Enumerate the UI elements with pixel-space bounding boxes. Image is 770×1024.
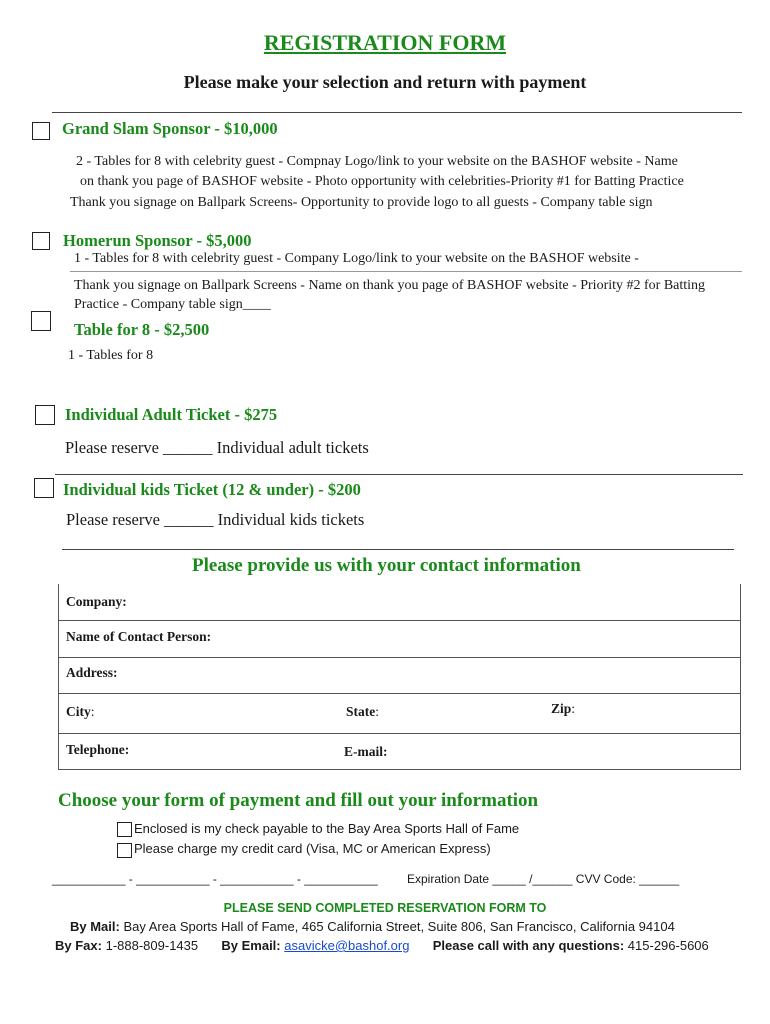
fax-label: By Fax: [55,938,102,953]
telephone-email-row[interactable] [59,734,740,770]
fax-email-line [55,938,709,953]
payment-heading: Choose your form of payment and fill out your information [58,790,539,811]
form-title: REGISTRATION FORM [263,30,507,55]
table-label: Table for 8 - $2,500 [74,320,210,339]
zip-label: Zip: [551,701,576,716]
company-label: Company: [66,594,127,609]
adult-ticket-checkbox[interactable] [35,405,55,425]
homerun-divider [70,271,742,272]
contact-person-row[interactable] [59,621,740,658]
grand-slam-desc-3: Thank you signage on Ballpark Screens- Opportunity to provide logo to all guests - Company table sign [70,195,653,210]
fax-number: 1-888-809-1435 [105,938,199,953]
questions-label: Please call with any questions: [432,938,625,953]
contact-person-label: Name of Contact Person: [66,629,212,644]
homerun-desc-2: Thank you signage on Ballpark Screens - Name on thank you page of BASHOF website - Priority #2 for Batting [74,278,706,293]
mail-line [70,919,675,934]
telephone-label: Telephone: [66,742,130,757]
company-row[interactable] [59,584,740,621]
expiration-cvv-line[interactable]: Expiration Date _____ /______ CVV Code: ______ [407,872,680,886]
header-divider [52,112,742,113]
form-subtitle: Please make your selection and return with payment [183,72,587,92]
kids-reserve-line: Please reserve ______ Individual kids tickets [66,510,365,529]
email-contact-label: By Email: [221,938,281,953]
mail-label: By Mail: [70,919,120,934]
table-desc-1: 1 - Tables for 8 [68,348,154,363]
kids-divider [62,549,734,550]
kids-ticket-label: Individual kids Ticket (12 & under) - $200 [63,480,361,499]
state-label: State: [346,704,380,719]
email-link[interactable]: asavicke@bashof.org [284,938,410,953]
address-row[interactable] [59,658,740,694]
adult-ticket-label: Individual Adult Ticket - $275 [65,405,278,424]
contact-table [58,584,741,770]
contact-heading: Please provide us with your contact information [192,555,581,576]
credit-card-checkbox[interactable] [117,843,132,858]
address-label: Address: [66,665,118,680]
homerun-checkbox[interactable] [32,232,50,250]
table-checkbox[interactable] [31,311,51,331]
adult-reserve-line: Please reserve ______ Individual adult tickets [65,438,369,457]
check-payment-checkbox[interactable] [117,822,132,837]
city-state-zip-row[interactable] [59,694,740,734]
grand-slam-label: Grand Slam Sponsor - $10,000 [62,119,278,138]
adult-divider [55,474,743,475]
send-form-title: PLEASE SEND COMPLETED RESERVATION FORM TO [223,901,547,915]
email-label: E-mail: [344,744,388,759]
kids-ticket-checkbox[interactable] [34,478,54,498]
card-number-line[interactable]: ___________ - ___________ - ___________ - ___________ [52,872,378,886]
grand-slam-desc-2: on thank you page of BASHOF website - Photo opportunity with celebrities-Priority #1 for Batting Practice [80,174,684,189]
check-payment-label: Enclosed is my check payable to the Bay Area Sports Hall of Fame [134,821,520,836]
city-label: City: [66,704,95,719]
credit-card-label: Please charge my credit card (Visa, MC or American Express) [134,841,491,856]
grand-slam-checkbox[interactable] [32,122,50,140]
grand-slam-desc-1: 2 - Tables for 8 with celebrity guest - Compnay Logo/link to your website on the BASHOF website - Name [76,154,678,169]
homerun-desc-3: Practice - Company table sign____ [74,297,271,312]
homerun-label: Homerun Sponsor - $5,000 [63,231,252,250]
mail-address: Bay Area Sports Hall of Fame, 465 California Street, Suite 806, San Francisco, California 94104 [123,919,675,934]
questions-phone: 415-296-5606 [627,938,709,953]
homerun-desc-1: 1 - Tables for 8 with celebrity guest - Company Logo/link to your website on the BASHOF website - [74,251,639,266]
